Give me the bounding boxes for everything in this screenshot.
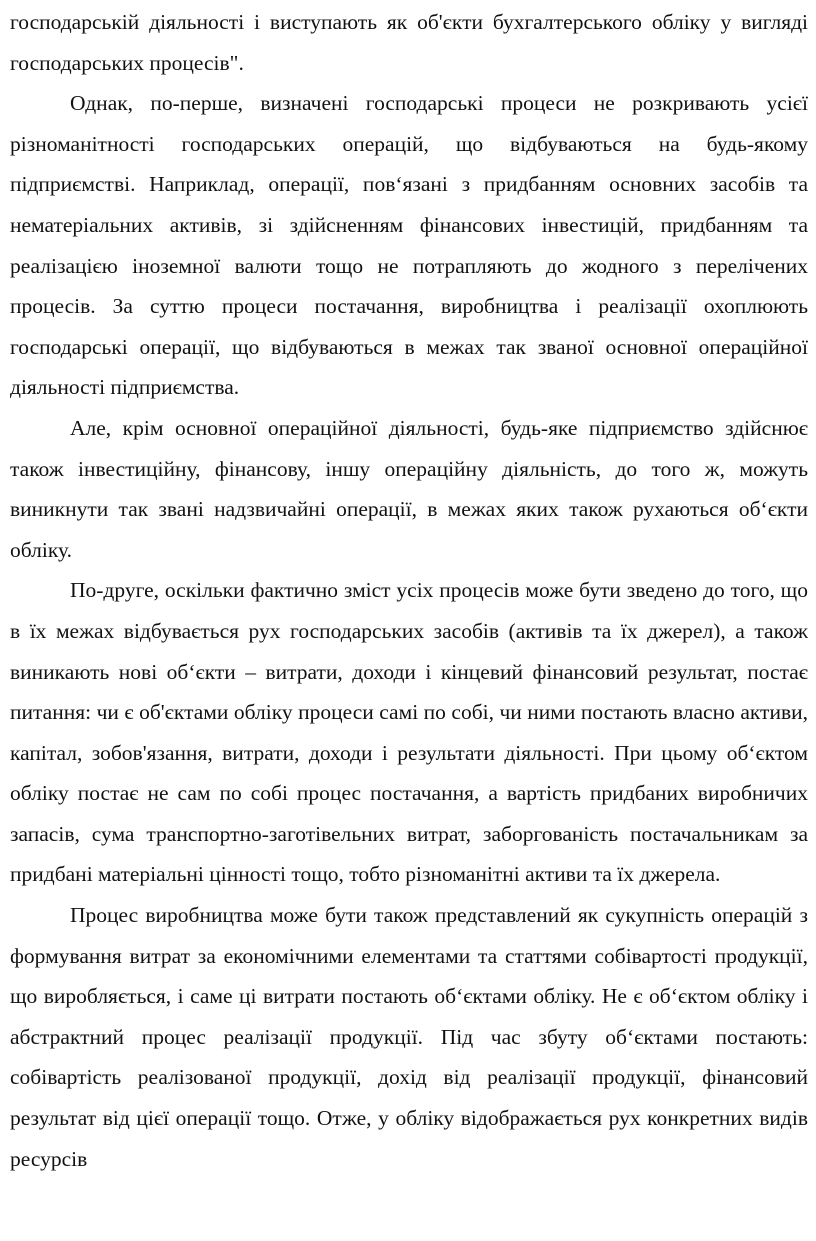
paragraph-production-process: Процес виробництва може бути також представлений як сукупність операцій з формування витрат за економічними елементами та статтями собівартості продукції, що виробляється, і саме ці витрати постають об‘єктами обліку. Не є об‘єктом обліку і абстрактний процес реалізації продукції. Під час збуту об‘єктами постають: собівартість реалізованої продукції, дохід від реалізації продукції, фінансовий результат від цієї операції тощо. Отже, у обліку відображається рух конкретних видів ресурсів — [10, 903, 808, 1171]
paragraph-second-point: По-друге, оскільки фактично зміст усіх процесів може бути зведено до того, що в їх межах відбувається рух господарських засобів (активів та їх джерел), а також виникають нові об‘єкти – витрати, доходи і кінцевий фінансовий результат, постає питання: чи є об'єктами обліку процеси самі по собі, чи ними постають власно активи, капітал, зобов'язання, витрати, доходи і результати діяльності. При цьому об‘єктом обліку постає не сам по собі процес постачання, а вартість придбаних виробничих запасів, сума транспортно-заготівельних витрат, заборгованість постачальникам за придбані матеріальні цінності тощо, тобто різноманітні активи та їх джерела. — [10, 578, 808, 887]
paragraph-first-point: Однак, по-перше, визначені господарські процеси не розкривають усієї різноманітності господарських операцій, що відбуваються на будь-якому підприємстві. Наприклад, операції, пов‘язані з придбанням основних засобів та нематеріальних активів, зі здійсненням фінансових інвестицій, придбанням та реалізацією іноземної валюти тощо не потрапляють до жодного з перелічених процесів. За суттю процеси постачання, виробництва і реалізації охоплюють господарські операції, що відбуваються в межах так званої основної операційної діяльності підприємства. — [10, 91, 808, 400]
paragraph-other-activities: Але, крім основної операційної діяльності, будь-яке підприємство здійснює також інвестиційну, фінансову, іншу операційну діяльність, до того ж, можуть виникнути так звані надзвичайні операції, в межах яких також рухаються об‘єкти обліку. — [10, 415, 808, 562]
document-page — [10, 2, 808, 1179]
paragraph-continuation: господарській діяльності і виступають як об'єкти бухгалтерського обліку у вигляді господарських процесів". — [10, 10, 808, 75]
